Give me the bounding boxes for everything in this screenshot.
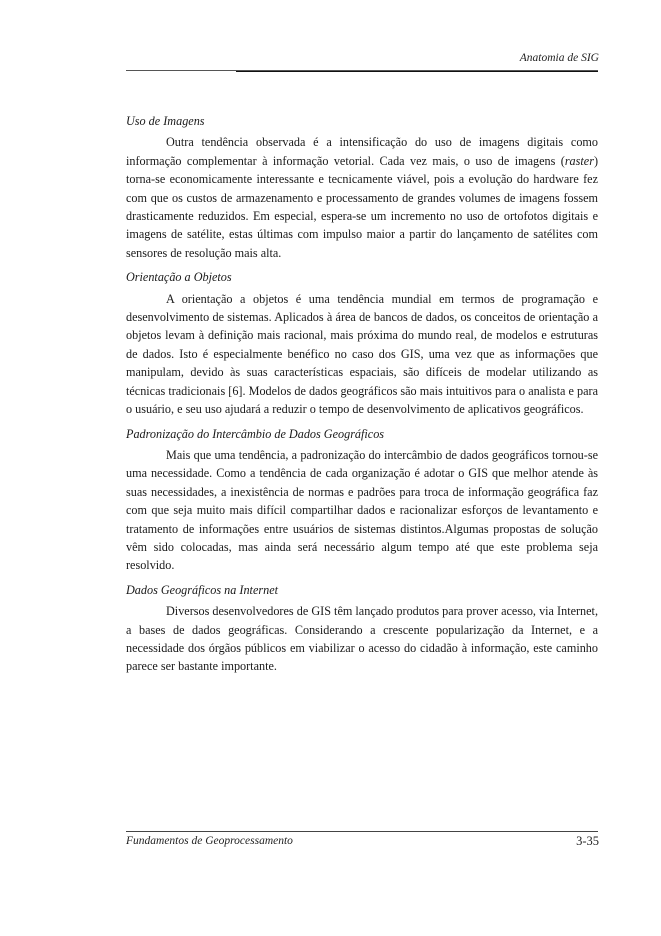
section-paragraph: Mais que uma tendência, a padronização do intercâmbio de dados geográficos tornou-se uma necessidade. Como a tendência de cada organização é adotar o GIS que melhor atende às suas necessidades, a inexistência de normas e padrões para troca de informação geográfica faz com que seja muito mais difícil compartilhar dados e racionalizar esforços de levantamento e tratamento de informações entre usuários de sistemas distintos.Algumas propostas de solução vêm sido colocadas, mas ainda será necessário algum tempo até que este problema seja resolvido. [126,447,598,573]
page-number: 3-35 [576,834,599,848]
section-heading: Orientação a Objetos [126,270,232,285]
footer-book-title: Fundamentos de Geoprocessamento [126,835,293,847]
section-paragraph: A orientação a objetos é uma tendência mundial em termos de programação e desenvolvimento de sistemas. Aplicados à área de bancos de dados, os conceitos de orientação a objetos levam à definição mais racional, mais próxima do mundo real, de modelos e estruturas de dados. Isto é especialmente benéfico no caso dos GIS, uma vez que as informações que manipulam, devido às suas características espaciais, são difíceis de modelar utilizando as técnicas tradicionais [6]. Modelos de dados geográficos são mais intuitivos para o analista e para o usuário, e seu uso ajudará a reduzir o tempo de desenvolvimento de aplicativos geográficos. [126,291,598,417]
section-dados-na-internet [126,581,598,676]
header-rule-thick [236,71,598,72]
section-heading: Uso de Imagens [126,114,205,128]
section-paragraph: Diversos desenvolvedores de GIS têm lançado produtos para prover acesso, via Internet, a bases de dados geográficas. Considerando a crescente popularização da Internet, e a necessidade dos órgãos públicos em viabilizar o acesso do cidadão à informação, este caminho parece ser bastante importante. [126,604,598,674]
header-title: Anatomia de SIG [519,52,599,64]
paragraph-text: Outra tendência observada é a intensificação do uso de imagens digitais como informação complementar à informação vetorial. Cada vez mais, o uso de imagens ( [126,135,598,168]
section-heading: Dados Geográficos na Internet [126,582,278,597]
section-paragraph [126,133,598,262]
paragraph-text: ) torna-se economicamente interessante e tecnicamente viável, pois a evolução do hardware fez com que os custos de armazenamento e processamento de grandes volumes de imagens fossem drasticamente reduzidos. Em especial, espera-se um incremento no uso de ortofotos digitais e imagens de satélite, estas últimas com impulso maior a partir do lançamento de satélites com sensores de resolução mais alta. [126,153,598,260]
section-orientacao-a-objetos [126,268,598,418]
section-heading: Padronização do Intercâmbio de Dados Geográficos [126,426,385,441]
section-uso-de-imagens [126,112,598,262]
page-body [126,112,598,682]
footer-rule [126,831,598,832]
emphasis-text: raster [564,153,594,168]
section-padronizacao [126,425,598,575]
